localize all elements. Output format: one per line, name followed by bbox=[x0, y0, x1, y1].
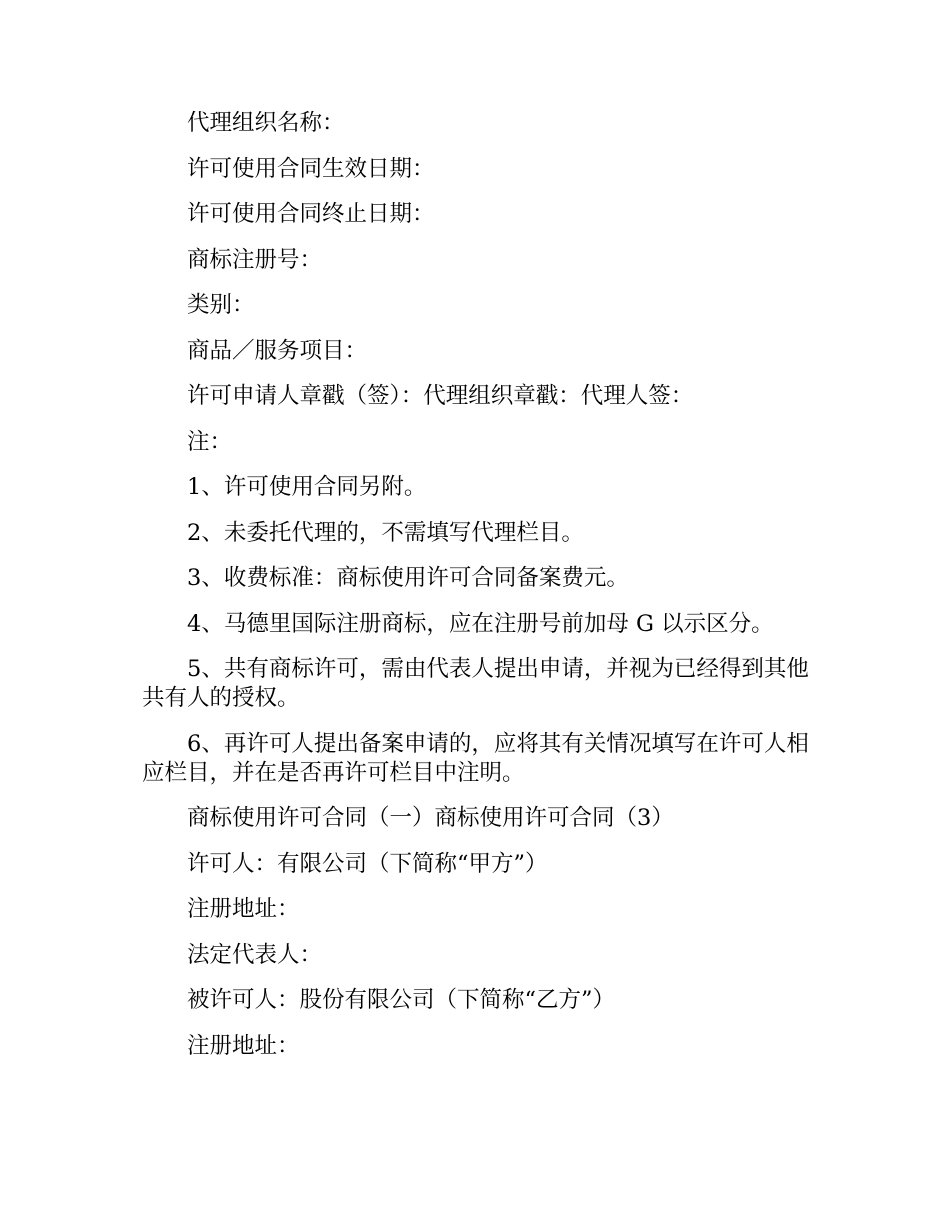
note-item-1: 1、许可使用合同另附。 bbox=[187, 474, 427, 500]
field-agency-name: 代理组织名称： bbox=[187, 110, 345, 136]
contract-title: 商标使用许可合同（一）商标使用许可合同（3） bbox=[187, 805, 674, 831]
note-item-3: 3、收费标准：商标使用许可合同备案费元。 bbox=[187, 565, 629, 591]
field-goods-services: 商品／服务项目： bbox=[187, 337, 368, 364]
note-item-6: 6、再许可人提出备案申请的，应将其有关情况填写在许可人相应栏目，并在是否再许可栏目中注明。 bbox=[142, 730, 809, 786]
licensee-line: 被许可人：股份有限公司（下简称“乙方”） bbox=[187, 987, 616, 1013]
field-contract-effective-date: 许可使用合同生效日期： bbox=[187, 155, 435, 182]
licensor-address: 注册地址： bbox=[187, 896, 300, 922]
document-body bbox=[142, 109, 810, 1077]
field-class: 类别： bbox=[187, 292, 255, 318]
licensee-address: 注册地址： bbox=[187, 1032, 300, 1059]
note-item-2: 2、未委托代理的，不需填写代理栏目。 bbox=[187, 519, 584, 546]
field-contract-end-date: 许可使用合同终止日期： bbox=[187, 201, 435, 227]
field-trademark-registration-number: 商标注册号： bbox=[187, 246, 323, 273]
notes-heading: 注： bbox=[187, 428, 233, 455]
licensor-legal-representative: 法定代表人： bbox=[187, 941, 323, 968]
licensor-line: 许可人：有限公司（下简称“甲方”） bbox=[187, 850, 548, 877]
note-item-5: 5、共有商标许可，需由代表人提出申请，并视为已经得到其他共有人的授权。 bbox=[142, 656, 809, 711]
field-signatures: 许可申请人章戳（签）：代理组织章戳：代理人签： bbox=[187, 383, 694, 409]
note-item-4: 4、马德里国际注册商标，应在注册号前加母 G 以示区分。 bbox=[187, 610, 774, 637]
